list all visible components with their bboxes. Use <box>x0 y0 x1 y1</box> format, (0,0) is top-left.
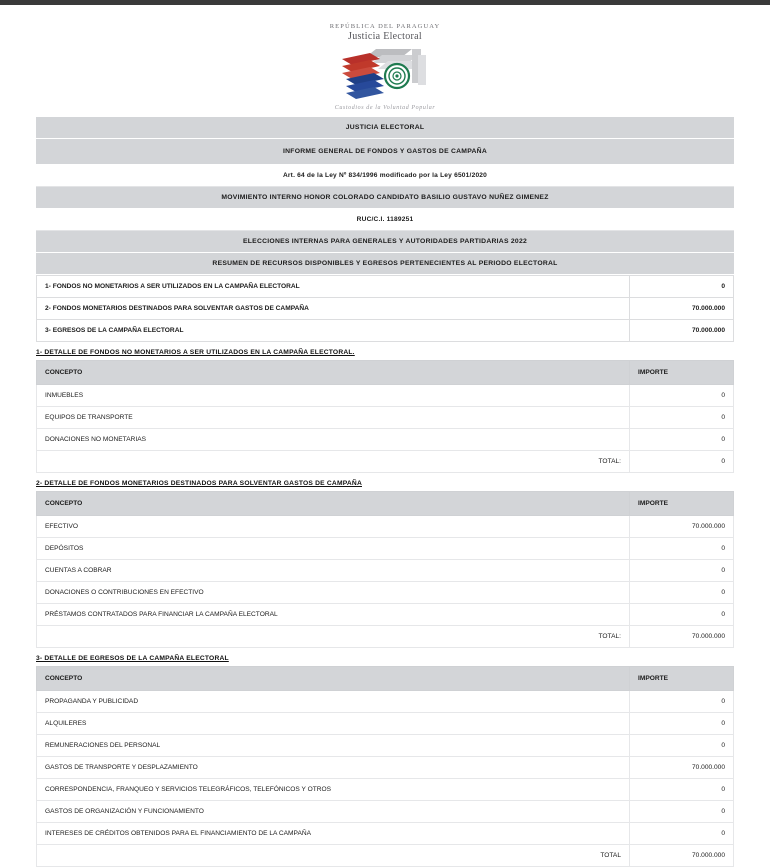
amount-cell: 0 <box>630 407 734 429</box>
detail-table-1 <box>36 360 734 473</box>
amount-cell: 0 <box>630 538 734 560</box>
summary-label: 1- FONDOS NO MONETARIOS A SER UTILIZADOS EN LA CAMPAÑA ELECTORAL <box>37 276 630 298</box>
column-header-importe: IMPORTE <box>630 361 734 385</box>
summary-label: 3- EGRESOS DE LA CAMPAÑA ELECTORAL <box>37 320 630 342</box>
amount-cell: 0 <box>630 604 734 626</box>
column-header-concepto: CONCEPTO <box>37 361 630 385</box>
concept-cell: REMUNERACIONES DEL PERSONAL <box>37 735 630 757</box>
table-total-row <box>37 626 734 648</box>
concept-cell: PRÉSTAMOS CONTRATADOS PARA FINANCIAR LA CAMPAÑA ELECTORAL <box>37 604 630 626</box>
concept-cell: PROPAGANDA Y PUBLICIDAD <box>37 691 630 713</box>
table-total-row <box>37 845 734 867</box>
amount-cell: 0 <box>630 801 734 823</box>
table-row <box>37 582 734 604</box>
section-heading-3: 3- DETALLE DE EGRESOS DE LA CAMPAÑA ELECTORAL <box>36 655 229 662</box>
column-header-importe: IMPORTE <box>630 667 734 691</box>
concept-cell: INTERESES DE CRÉDITOS OBTENIDOS PARA EL FINANCIAMIENTO DE LA CAMPAÑA <box>37 823 630 845</box>
amount-cell: 0 <box>630 713 734 735</box>
table-row <box>37 779 734 801</box>
table-header-row <box>37 667 734 691</box>
concept-cell: CORRESPONDENCIA, FRANQUEO Y SERVICIOS TELEGRÁFICOS, TELEFÓNICOS Y OTROS <box>37 779 630 801</box>
banner-summary-caption: RESUMEN DE RECURSOS DISPONIBLES Y EGRESOS PERTENECIENTES AL PERIODO ELECTORAL <box>36 253 734 275</box>
amount-cell: 0 <box>630 385 734 407</box>
amount-cell: 0 <box>630 560 734 582</box>
table-row <box>37 801 734 823</box>
table-row <box>37 538 734 560</box>
concept-cell: DONACIONES NO MONETARIAS <box>37 429 630 451</box>
column-header-concepto: CONCEPTO <box>37 492 630 516</box>
table-row <box>37 604 734 626</box>
table-total-row <box>37 451 734 473</box>
amount-cell: 70.000.000 <box>630 757 734 779</box>
section-heading-1: 1- DETALLE DE FONDOS NO MONETARIOS A SER UTILIZADOS EN LA CAMPAÑA ELECTORAL. <box>36 349 355 356</box>
table-row <box>37 713 734 735</box>
concept-cell: GASTOS DE ORGANIZACIÓN Y FUNCIONAMIENTO <box>37 801 630 823</box>
amount-cell: 0 <box>630 582 734 604</box>
column-header-importe: IMPORTE <box>630 492 734 516</box>
table-row <box>37 516 734 538</box>
concept-cell: CUENTAS A COBRAR <box>37 560 630 582</box>
table-row <box>37 298 734 320</box>
section-heading-2: 2- DETALLE DE FONDOS MONETARIOS DESTINADOS PARA SOLVENTAR GASTOS DE CAMPAÑA <box>36 480 362 487</box>
concept-cell: DEPÓSITOS <box>37 538 630 560</box>
banner-election: ELECCIONES INTERNAS PARA GENERALES Y AUTORIDADES PARTIDARIAS 2022 <box>36 231 734 253</box>
table-header-row <box>37 492 734 516</box>
banner-ruc: RUC/C.I. 1189251 <box>36 209 734 231</box>
banner-report-title: INFORME GENERAL DE FONDOS Y GASTOS DE CAMPAÑA <box>36 139 734 165</box>
amount-cell: 0 <box>630 429 734 451</box>
table-row <box>37 320 734 342</box>
justicia-electoral-emblem-icon <box>324 45 446 103</box>
summary-amount: 70.000.000 <box>630 320 734 342</box>
total-amount: 70.000.000 <box>630 845 734 867</box>
total-label: TOTAL: <box>37 451 630 473</box>
summary-amount: 70.000.000 <box>630 298 734 320</box>
logo-institution-line: Justicia Electoral <box>348 31 422 42</box>
concept-cell: ALQUILERES <box>37 713 630 735</box>
concept-cell: GASTOS DE TRANSPORTE Y DESPLAZAMIENTO <box>37 757 630 779</box>
summary-table <box>36 275 734 342</box>
total-amount: 70.000.000 <box>630 626 734 648</box>
summary-label: 2- FONDOS MONETARIOS DESTINADOS PARA SOLVENTAR GASTOS DE CAMPAÑA <box>37 298 630 320</box>
table-row <box>37 823 734 845</box>
banner-legal-basis: Art. 64 de la Ley Nº 834/1996 modificado por la Ley 6501/2020 <box>36 165 734 187</box>
document-page <box>0 5 770 867</box>
table-row <box>37 757 734 779</box>
summary-amount: 0 <box>630 276 734 298</box>
concept-cell: EQUIPOS DE TRANSPORTE <box>37 407 630 429</box>
logo-tagline: Custodios de la Voluntad Popular <box>334 105 436 111</box>
banner-movement-candidate: MOVIMIENTO INTERNO HONOR COLORADO CANDIDATO BASILIO GUSTAVO NUÑEZ GIMENEZ <box>36 187 734 209</box>
concept-cell: EFECTIVO <box>37 516 630 538</box>
amount-cell: 0 <box>630 779 734 801</box>
logo-country-line: REPÚBLICA DEL PARAGUAY <box>329 23 441 30</box>
table-row <box>37 735 734 757</box>
total-label: TOTAL <box>37 845 630 867</box>
table-row <box>37 385 734 407</box>
table-row <box>37 276 734 298</box>
amount-cell: 70.000.000 <box>630 516 734 538</box>
banner-institution: JUSTICIA ELECTORAL <box>36 117 734 139</box>
detail-table-2 <box>36 491 734 648</box>
table-row <box>37 429 734 451</box>
amount-cell: 0 <box>630 691 734 713</box>
table-row <box>37 407 734 429</box>
table-header-row <box>37 361 734 385</box>
column-header-concepto: CONCEPTO <box>37 667 630 691</box>
detail-table-3 <box>36 666 734 867</box>
amount-cell: 0 <box>630 823 734 845</box>
table-row <box>37 560 734 582</box>
concept-cell: DONACIONES O CONTRIBUCIONES EN EFECTIVO <box>37 582 630 604</box>
amount-cell: 0 <box>630 735 734 757</box>
table-row <box>37 691 734 713</box>
institution-logo-block <box>36 5 734 117</box>
total-label: TOTAL: <box>37 626 630 648</box>
total-amount: 0 <box>630 451 734 473</box>
concept-cell: INMUEBLES <box>37 385 630 407</box>
